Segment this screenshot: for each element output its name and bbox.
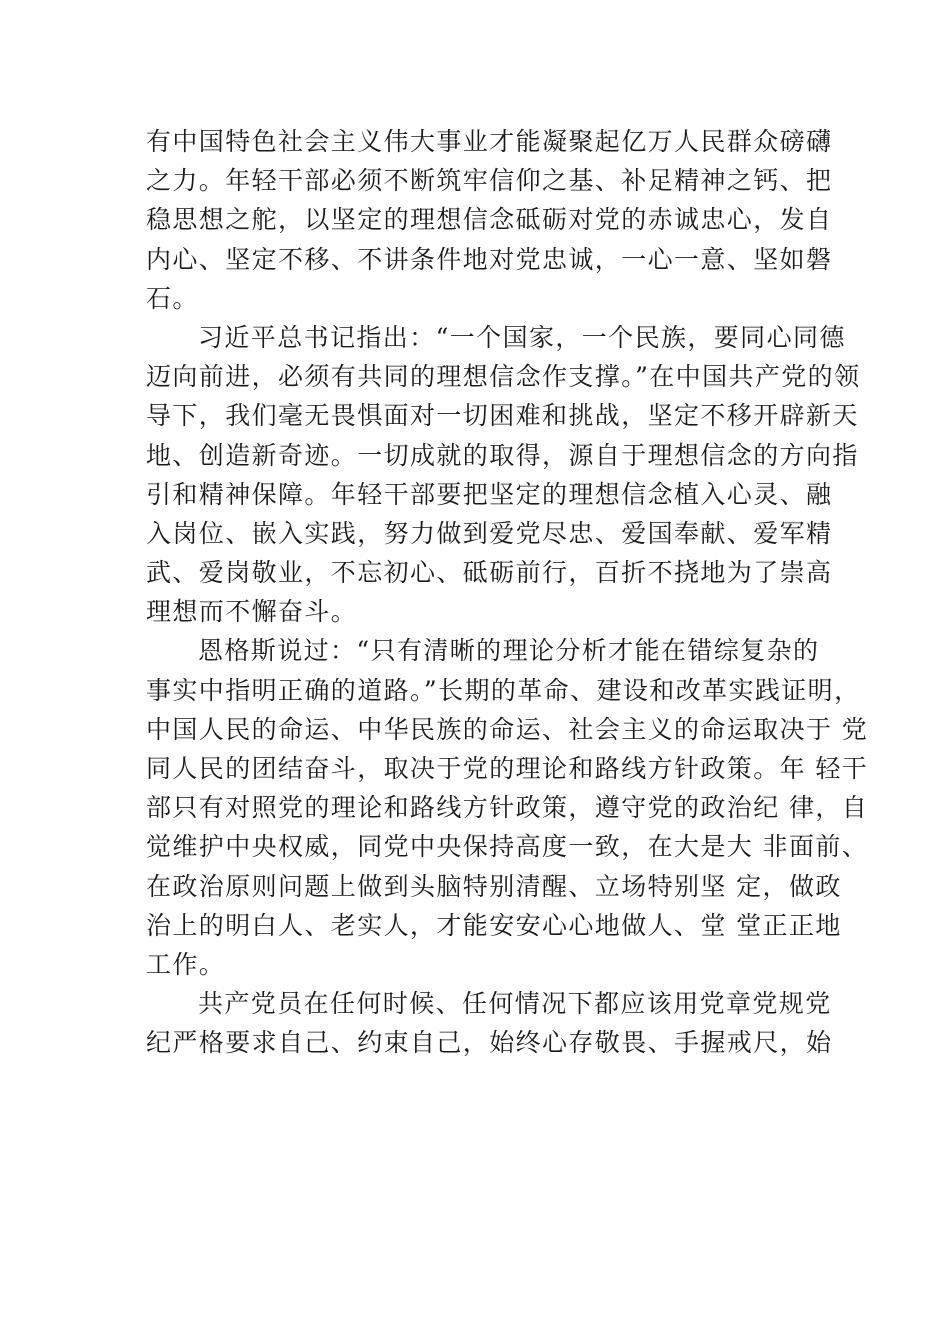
- text-line: 石。: [146, 283, 199, 313]
- text-line: 导下，我们毫无畏惧面对一切困难和挑战，坚定不移开辟新天: [146, 401, 859, 431]
- text-line: 入岗位、嵌入实践，努力做到爱党尽忠、爱国奉献、爱军精: [146, 518, 833, 548]
- text-line: 中国人民的命运、中华民族的命运、社会主义的命运取决于 党: [146, 714, 869, 744]
- text-line: 理想而不懈奋斗。: [146, 597, 358, 627]
- text-line: 共产党员在任何时候、任何情况下都应该用党章党规党: [198, 989, 832, 1019]
- text-line: 之力。年轻干部必须不断筑牢信仰之基、补足精神之钙、把: [146, 166, 833, 196]
- text-line: 习近平总书记指出：“一个国家，一个民族，要同心同德: [198, 322, 846, 352]
- paragraph: [146, 318, 861, 632]
- text-line: 恩格斯说过：“只有清晰的理论分析才能在错综复杂的: [198, 636, 820, 666]
- text-line: 武、爱岗敬业，不忘初心、砥砺前行，百折不挠地为了崇高: [146, 558, 833, 588]
- paragraph: [146, 631, 869, 984]
- paragraph: [146, 984, 833, 1062]
- text-line: 同人民的团结奋斗，取决于党的理论和路线方针政策。年 轻干: [146, 754, 869, 783]
- text-line: 地、创造新奇迹。一切成就的取得，源自于理想信念的方向指: [146, 440, 859, 470]
- text-line: 稳思想之舵，以坚定的理想信念砥砺对党的赤诚忠心，发自: [146, 205, 833, 235]
- text-line: 觉维护中央权威，同党中央保持高度一致，在大是大 非面前、: [146, 832, 869, 862]
- body-text: [146, 122, 869, 1063]
- text-line: 在政治原则问题上做到头脑特别清醒、立场特别坚 定，做政: [146, 871, 842, 901]
- text-line: 引和精神保障。年轻干部要把坚定的理想信念植入心灵、融: [146, 479, 833, 509]
- text-line: 内心、坚定不移、不讲条件地对党忠诚，一心一意、坚如磐: [146, 244, 833, 274]
- text-line: 事实中指明正确的道路。”长期的革命、建设和改革实践证明，: [146, 675, 861, 705]
- paragraph: [146, 122, 833, 318]
- text-line: 迈向前进，必须有共同的理想信念作支撑。”在中国共产党的领: [146, 362, 861, 392]
- text-line: 治上的明白人、老实人，才能安安心心地做人、堂 堂正正地: [146, 910, 842, 940]
- text-line: 有中国特色社会主义伟大事业才能凝聚起亿万人民群众磅礴: [146, 127, 833, 156]
- text-line: 纪严格要求自己、约束自己，始终心存敬畏、手握戒尺，始: [146, 1028, 833, 1058]
- text-line: 部只有对照党的理论和路线方针政策，遵守党的政治纪 律，自: [146, 793, 869, 823]
- text-line: 工作。: [146, 949, 226, 979]
